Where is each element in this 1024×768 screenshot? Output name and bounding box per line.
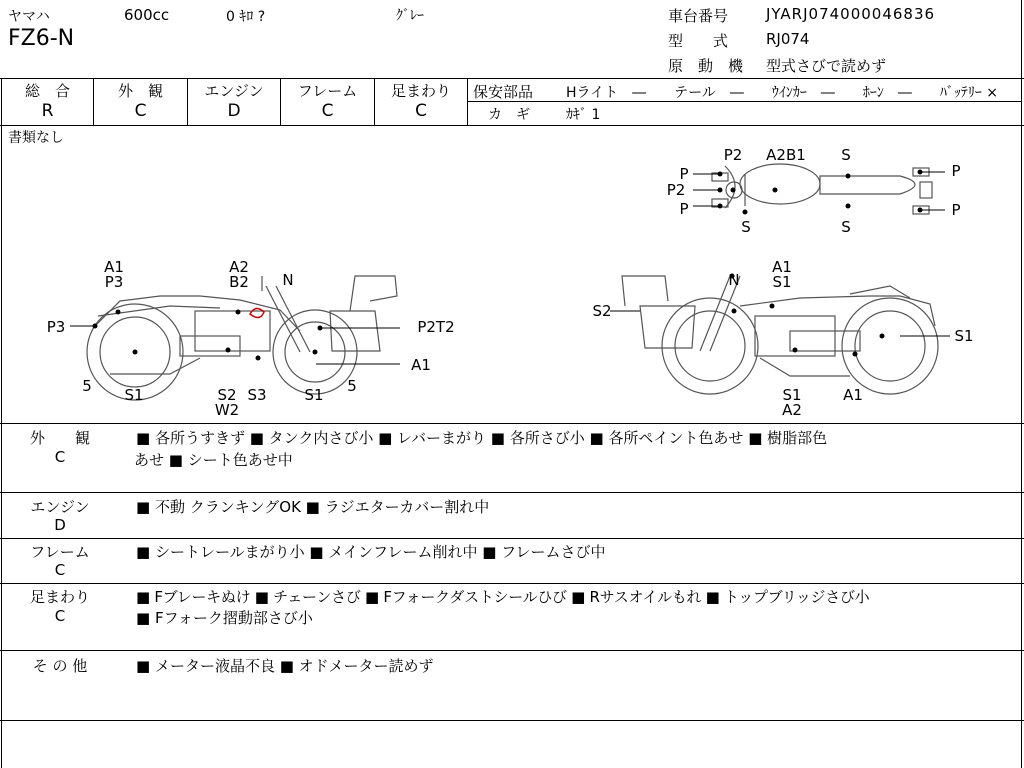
divider <box>0 538 1024 539</box>
diagram-label: A1 <box>843 386 863 404</box>
engine-label: 原 動 機 <box>668 57 744 75</box>
diagram-label: S2 <box>217 386 237 404</box>
top-view-outline <box>712 164 932 214</box>
color: ｸﾞﾚｰ <box>396 8 424 24</box>
diagram-label: P <box>951 162 961 180</box>
remark-category: 足まわり <box>29 588 90 606</box>
remark-text: ■ メーター液晶不良 ■ オドメーター読めず <box>136 657 434 675</box>
grade-label-frame: フレーム <box>297 82 358 100</box>
diagram-label: A2 <box>782 401 802 419</box>
remark-category: エンジン <box>30 498 90 516</box>
grade-value-suspension: C <box>415 101 427 121</box>
key-label: カ ギ <box>488 107 530 123</box>
diagram-label: N <box>728 271 740 289</box>
diagram-label: P2T2 <box>417 318 455 336</box>
divider <box>0 78 1024 79</box>
diagram-label: 5 <box>347 377 357 395</box>
type-label: 型 式 <box>668 32 729 50</box>
displacement: 600cc <box>124 6 170 24</box>
tank-mark <box>250 308 264 317</box>
right-side-view-outline <box>622 276 938 394</box>
chassis-label: 車台番号 <box>668 7 729 25</box>
diagram-label: P <box>951 201 961 219</box>
grade-value-frame: C <box>321 101 334 121</box>
remark-text: あせ ■ シート色あせ中 <box>134 451 293 469</box>
diagram-label: A2 <box>229 258 249 276</box>
remark-text: ■ 各所うすきず ■ タンク内さび小 ■ レバーまがり ■ 各所さび小 ■ 各所ペイント色あせ ■ 樹脂部色 <box>136 429 828 447</box>
diagram-label: S <box>741 218 751 236</box>
diagram-label: S <box>841 146 851 164</box>
diagram-label: A1 <box>772 258 792 276</box>
diagram-label: S <box>841 218 851 236</box>
damage-marks <box>93 170 923 361</box>
grade-value-overall: R <box>41 101 54 121</box>
diagram-label: S2 <box>592 302 612 320</box>
diagram-label: S3 <box>247 386 267 404</box>
model-name: FZ6-N <box>8 26 75 51</box>
safety-items: Hライト ― テール ― ｳｲﾝｶｰ ― ﾎｰﾝ ― ﾊﾞｯﾃﾘｰ × <box>566 85 999 101</box>
divider <box>0 583 1024 584</box>
diagram-label: S1 <box>772 273 792 291</box>
diagram-label: A2B1 <box>766 146 806 164</box>
grade-value-engine: D <box>227 101 241 121</box>
chassis-number: JYARJ074000046836 <box>766 5 936 23</box>
mileage: 0 ｷﾛ ? <box>226 9 266 25</box>
safety-label: 保安部品 <box>473 83 534 101</box>
remark-grade: C <box>54 561 66 579</box>
remark-text: ■ Fフォーク摺動部さび小 <box>136 609 313 627</box>
diagram-label: S1 <box>124 386 144 404</box>
diagram-label: A1 <box>104 258 124 276</box>
grade-label-overall: 総 合 <box>24 82 70 100</box>
diagram-label: W2 <box>214 401 240 419</box>
grade-label-engine: エンジン <box>204 82 264 100</box>
diagram-label: S1 <box>782 386 802 404</box>
maker: ヤマハ <box>8 9 50 25</box>
grade-label-suspension: 足まわり <box>390 82 451 100</box>
remark-category: そ の 他 <box>32 657 88 675</box>
remark-grade: D <box>54 516 66 534</box>
diagram-label: P2 <box>723 146 743 164</box>
diagram-label: P3 <box>46 318 66 336</box>
divider <box>0 650 1024 651</box>
diagram-label: P <box>679 165 689 183</box>
remark-grade: C <box>54 607 66 625</box>
divider <box>0 423 1024 424</box>
remark-text: ■ シートレールまがり小 ■ メインフレーム削れ中 ■ フレームさび中 <box>136 543 606 561</box>
remark-text: ■ Fブレーキぬけ ■ チェーンさび ■ Fフォークダストシールひび ■ Rサスオイルもれ ■ トップブリッジさび小 <box>136 588 870 606</box>
divider <box>0 720 1024 721</box>
damage-diagram <box>0 126 1024 422</box>
diagram-label: P <box>679 200 689 218</box>
documents-note: 書類なし <box>8 130 64 146</box>
diagram-label: P3 <box>104 273 124 291</box>
diagram-label: 5 <box>82 377 92 395</box>
grade-value-exterior: C <box>134 101 147 121</box>
type-value: RJ074 <box>766 30 810 48</box>
engine-value: 型式さびで読めず <box>766 57 887 75</box>
diagram-label: P2 <box>666 181 686 199</box>
remark-grade: C <box>54 448 66 466</box>
divider <box>0 492 1024 493</box>
diagram-label: S1 <box>304 386 324 404</box>
diagram-label: A1 <box>411 356 431 374</box>
remark-category: 外 観 <box>29 429 90 447</box>
grade-label-exterior: 外 観 <box>117 82 163 100</box>
remark-text: ■ 不動 クランキングOK ■ ラジエターカバー割れ中 <box>136 498 490 516</box>
diagram-label: B2 <box>229 273 249 291</box>
diagram-label: S1 <box>954 327 974 345</box>
diagram-label: N <box>282 271 294 289</box>
key-value: ｶｷﾞ 1 <box>566 107 601 123</box>
remark-category: フレーム <box>30 543 90 561</box>
